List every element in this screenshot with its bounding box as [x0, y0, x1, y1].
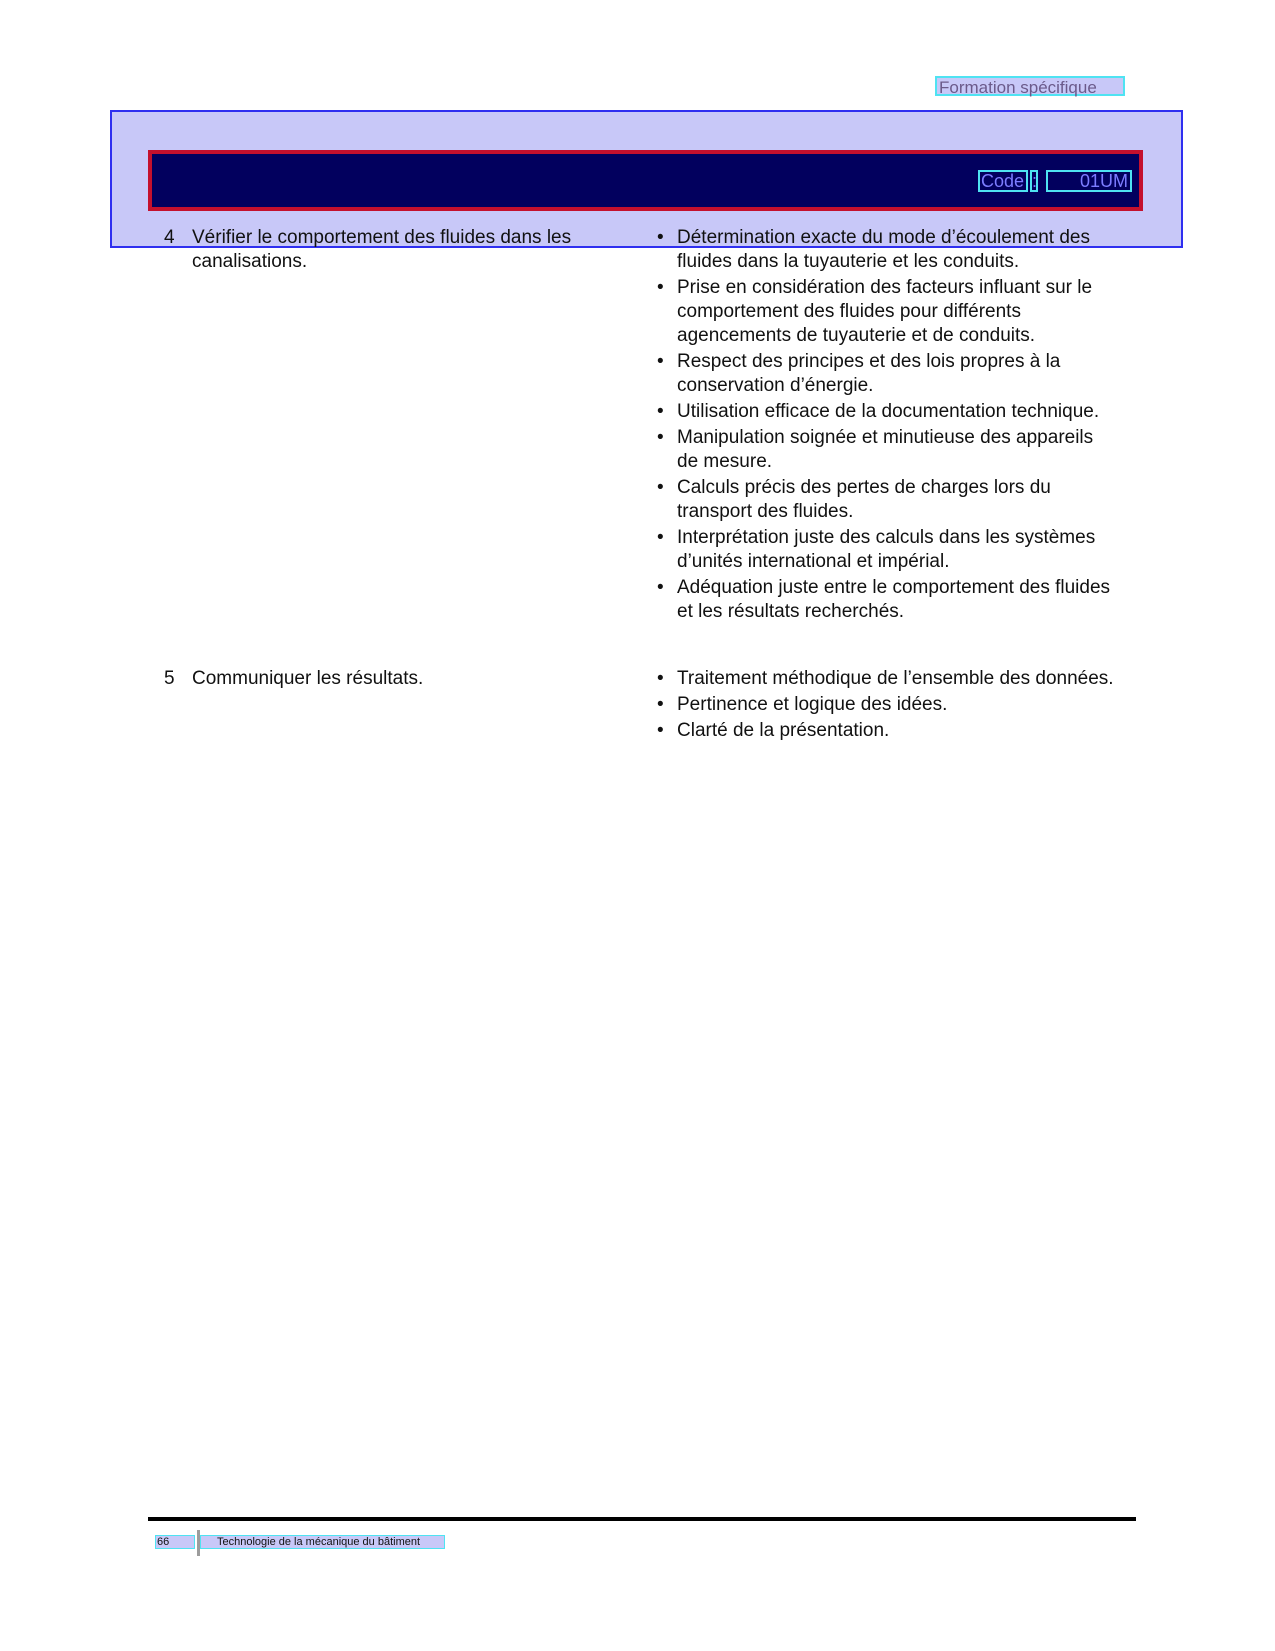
criterion-text: Prise en considération des facteurs influant sur le comportement des fluides pour différents agencements de tuyauterie et de conduits.: [677, 277, 1093, 346]
criterion-item: [657, 667, 1117, 691]
criterion-text: Détermination exacte du mode d’écoulement des fluides dans la tuyauterie et les conduits.: [677, 227, 1090, 272]
objective-4: [164, 226, 664, 274]
criterion-text: Clarté de la présentation.: [677, 720, 890, 741]
objective-number: 4: [164, 227, 175, 248]
criterion-item: [657, 719, 1117, 743]
criterion-text: Calculs précis des pertes de charges lors du transport des fluides.: [677, 477, 1051, 522]
criterion-text: Pertinence et logique des idées.: [677, 694, 948, 715]
objective-text: Communiquer les résultats.: [192, 668, 424, 689]
objective-text: Vérifier le comportement des fluides dans les canalisations.: [192, 227, 572, 272]
module-code-separator: :: [1032, 171, 1038, 191]
footer-document-title: Technologie de la mécanique du bâtiment: [200, 1535, 445, 1549]
criterion-item: [657, 276, 1117, 348]
objective-5: [164, 667, 664, 691]
objective-number: 5: [164, 668, 175, 689]
criterion-text: Manipulation soignée et minutieuse des appareils de mesure.: [677, 427, 1094, 472]
criterion-item: [657, 476, 1117, 524]
criterion-item: [657, 400, 1117, 424]
criterion-text: Traitement méthodique de l’ensemble des données.: [677, 668, 1114, 689]
criterion-item: [657, 426, 1117, 474]
footer-page-number: 66: [155, 1535, 195, 1549]
criterion-item: [657, 526, 1117, 574]
module-code-label: Code: [978, 170, 1028, 192]
module-code-value: 01UM: [1046, 170, 1132, 192]
criterion-item: [657, 576, 1117, 624]
criteria-list-objective-4: [657, 226, 1117, 626]
criterion-text: Adéquation juste entre le comportement des fluides et les résultats recherchés.: [677, 577, 1111, 622]
criterion-text: Respect des principes et des lois propres à la conservation d’énergie.: [677, 351, 1061, 396]
criterion-item: [657, 226, 1117, 274]
criterion-item: [657, 693, 1117, 717]
criterion-text: Utilisation efficace de la documentation technique.: [677, 401, 1100, 422]
criterion-item: [657, 350, 1117, 398]
footer-rule-line: [148, 1517, 1136, 1521]
criterion-text: Interprétation juste des calculs dans les systèmes d’unités international et impérial.: [677, 527, 1096, 572]
criteria-list-objective-5: [657, 667, 1117, 745]
running-header: Formation spécifique: [935, 76, 1125, 96]
